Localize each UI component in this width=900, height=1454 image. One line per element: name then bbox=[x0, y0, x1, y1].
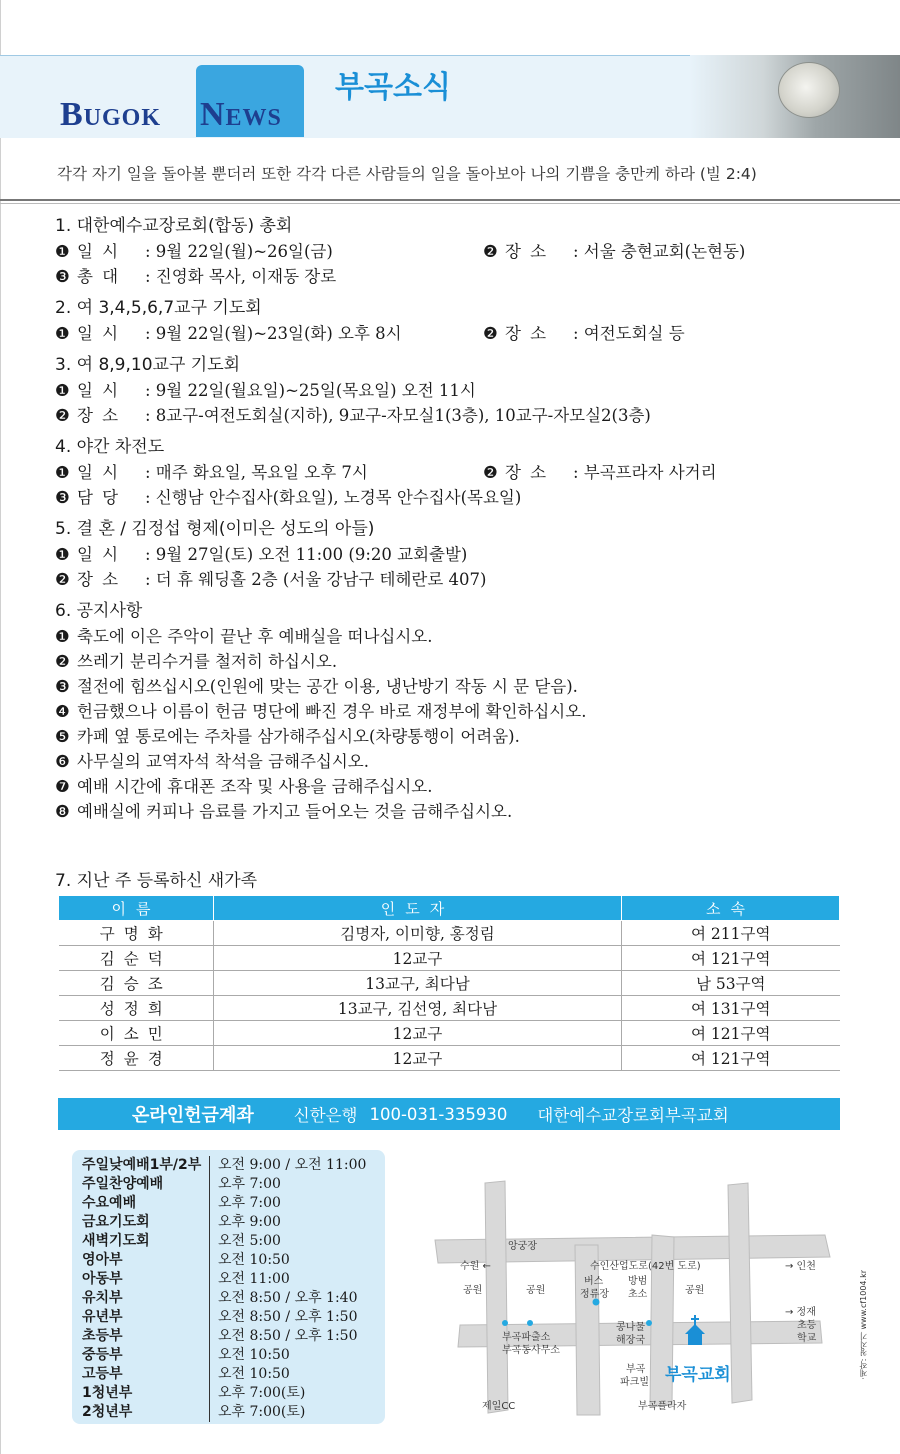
service-name: 주일찬양예배 bbox=[82, 1175, 210, 1194]
info-key: 일 시 bbox=[77, 242, 121, 261]
table-header-row bbox=[59, 896, 840, 921]
bible-verse: 각각 자기 일을 돌아볼 뿐더러 또한 각각 다른 사람들의 일을 돌아보아 나의 기쁨을 충만케 하라 (빌 2:4) bbox=[57, 165, 757, 183]
schedule-row bbox=[82, 1327, 385, 1346]
col-header-guide: 인도자 bbox=[214, 896, 622, 921]
schedule-row bbox=[82, 1156, 385, 1175]
service-name: 아동부 bbox=[82, 1270, 210, 1289]
map-label-kongnamul: 콩나물 bbox=[616, 1322, 645, 1333]
schedule-row bbox=[82, 1194, 385, 1213]
tree-stump-image bbox=[778, 62, 840, 118]
divider bbox=[0, 199, 900, 201]
service-name: 고등부 bbox=[82, 1365, 210, 1384]
section-title: 6. 공지사항 bbox=[55, 601, 143, 621]
police-marker bbox=[502, 1320, 508, 1326]
bullet: ❶ bbox=[55, 463, 70, 482]
notice-text: 사무실의 교역자석 착석을 금해주십시오. bbox=[77, 752, 369, 771]
section-title: 4. 야간 차전도 bbox=[55, 437, 165, 457]
page-title: 부곡소식 bbox=[335, 70, 451, 105]
notice-item bbox=[55, 624, 855, 649]
table-row bbox=[59, 1021, 840, 1046]
info-key: 장 소 bbox=[77, 406, 121, 425]
map-label-stop: 정류장 bbox=[580, 1289, 609, 1300]
cell-name: 정윤경 bbox=[59, 1046, 214, 1071]
info-line bbox=[55, 403, 855, 428]
bullet: ❸ bbox=[55, 267, 70, 286]
info-value: : 9월 22일(월)~23일(화) 오후 8시 bbox=[145, 324, 402, 343]
bullet: ❻ bbox=[55, 752, 70, 771]
cell-guide: 12교구 bbox=[214, 1021, 622, 1046]
newcomer-table bbox=[58, 895, 840, 1071]
notice-text: 카페 옆 통로에는 주차를 삼가해주십시오(차량통행이 어려움). bbox=[77, 727, 520, 746]
bullet: ❶ bbox=[55, 627, 70, 646]
map-label-crime: 방범 bbox=[628, 1276, 648, 1287]
notice-item bbox=[55, 774, 855, 799]
cell-guide: 김명자, 이미향, 홍정림 bbox=[214, 921, 622, 946]
map-label-plaza: 부곡플라자 bbox=[638, 1401, 687, 1412]
map-label-post: 초소 bbox=[628, 1289, 648, 1300]
bullet: ❷ bbox=[483, 242, 498, 261]
notice-text: 예배실에 커피나 음료를 가지고 들어오는 것을 금해주십시오. bbox=[77, 802, 513, 821]
service-name: 2청년부 bbox=[82, 1403, 210, 1422]
map-label-church: 부곡교회 bbox=[665, 1365, 731, 1385]
table-row bbox=[59, 921, 840, 946]
info-line bbox=[55, 485, 855, 510]
schedule-row bbox=[82, 1346, 385, 1365]
service-time: 오전 8:50 / 오후 1:50 bbox=[218, 1328, 358, 1344]
map-label-bus: 버스 bbox=[584, 1276, 604, 1287]
cell-group: 여 131구역 bbox=[622, 996, 840, 1021]
bullet: ❷ bbox=[55, 652, 70, 671]
service-name: 금요기도회 bbox=[82, 1213, 210, 1232]
map-label-jeongjae: → 정재 bbox=[785, 1307, 816, 1318]
info-value: : 신행남 안수집사(화요일), 노경목 안수집사(목요일) bbox=[145, 488, 522, 507]
map-label-suwon: 수원 ← bbox=[460, 1261, 491, 1272]
map-label-office: 부곡동사무소 bbox=[502, 1345, 560, 1356]
map-label-park: 공원 bbox=[685, 1285, 705, 1296]
service-time: 오전 5:00 bbox=[218, 1233, 281, 1249]
bullet: ❸ bbox=[55, 677, 70, 696]
info-key: 장 소 bbox=[505, 242, 549, 261]
bullet: ❶ bbox=[55, 324, 70, 343]
info-right bbox=[483, 239, 745, 264]
schedule-row bbox=[82, 1251, 385, 1270]
bullet: ❸ bbox=[55, 488, 70, 507]
bullet: ❶ bbox=[55, 381, 70, 400]
service-name: 유년부 bbox=[82, 1308, 210, 1327]
info-value: : 서울 충현교회(논현동) bbox=[573, 242, 746, 261]
bullet: ❶ bbox=[55, 545, 70, 564]
map-label-park: 공원 bbox=[526, 1285, 546, 1296]
divider bbox=[0, 203, 900, 204]
service-time: 오후 7:00 bbox=[218, 1176, 281, 1192]
map-label-archery: 앙궁장 bbox=[508, 1241, 537, 1252]
cell-group: 남 53구역 bbox=[622, 971, 840, 996]
section-title: 2. 여 3,4,5,6,7교구 기도회 bbox=[55, 298, 262, 318]
credit-text: ·제작: 청지기 www.cf1004.kr bbox=[859, 1270, 868, 1380]
brand-second: News bbox=[200, 96, 282, 133]
bullet: ❷ bbox=[483, 324, 498, 343]
map-label-parkville: 파크빌 bbox=[620, 1377, 649, 1388]
bullet: ❷ bbox=[55, 570, 70, 589]
bullet: ❹ bbox=[55, 702, 70, 721]
info-key: 일 시 bbox=[77, 324, 121, 343]
service-time: 오전 11:00 bbox=[218, 1271, 290, 1287]
notice-text: 예배 시간에 휴대폰 조작 및 사용을 금해주십시오. bbox=[77, 777, 433, 796]
map-label-incheon: → 인천 bbox=[785, 1261, 816, 1272]
road-vertical-left bbox=[485, 1181, 508, 1413]
info-value: : 더 휴 웨딩홀 2층 (서울 강남구 테헤란로 407) bbox=[145, 570, 487, 589]
giving-title: 온라인헌금계좌 bbox=[132, 1105, 254, 1126]
schedule-row bbox=[82, 1403, 385, 1422]
cell-name: 구명화 bbox=[59, 921, 214, 946]
section-title: 3. 여 8,9,10교구 기도회 bbox=[55, 355, 241, 375]
schedule-row bbox=[82, 1384, 385, 1403]
notice-item bbox=[55, 724, 855, 749]
map-label-park: 공원 bbox=[463, 1285, 483, 1296]
service-name: 수요예배 bbox=[82, 1194, 210, 1213]
section-title: 1. 대한예수교장로회(합동) 총회 bbox=[55, 216, 293, 236]
service-time: 오전 10:50 bbox=[218, 1252, 290, 1268]
schedule-row bbox=[82, 1175, 385, 1194]
cell-guide: 13교구, 최다남 bbox=[214, 971, 622, 996]
notice-text: 축도에 이은 주악이 끝난 후 예배실을 떠나십시오. bbox=[77, 627, 433, 646]
info-value: : 9월 22일(월요일)~25일(목요일) 오전 11시 bbox=[145, 381, 476, 400]
cell-group: 여 121구역 bbox=[622, 1046, 840, 1071]
service-name: 새벽기도회 bbox=[82, 1232, 210, 1251]
notice-text: 헌금했으나 이름이 헌금 명단에 빠진 경우 바로 재정부에 확인하십시오. bbox=[77, 702, 587, 721]
service-time: 오전 10:50 bbox=[218, 1347, 290, 1363]
map-label-elem: 초등 bbox=[797, 1320, 817, 1331]
service-time: 오후 7:00(토) bbox=[218, 1385, 306, 1401]
info-key: 담 당 bbox=[77, 488, 121, 507]
announcements bbox=[55, 213, 855, 824]
info-line bbox=[55, 542, 855, 567]
notice-item bbox=[55, 749, 855, 774]
service-name: 유치부 bbox=[82, 1289, 210, 1308]
location-map bbox=[430, 1175, 860, 1425]
notice-item bbox=[55, 649, 855, 674]
schedule-row bbox=[82, 1365, 385, 1384]
service-time: 오후 9:00 bbox=[218, 1214, 281, 1230]
info-key: 일 시 bbox=[77, 545, 121, 564]
giving-account: 100-031-335930 bbox=[369, 1104, 508, 1124]
service-time: 오전 8:50 / 오후 1:50 bbox=[218, 1309, 358, 1325]
map-label-police: 부곡파출소 bbox=[502, 1332, 551, 1343]
cell-group: 여 121구역 bbox=[622, 1021, 840, 1046]
section-title: 7. 지난 주 등록하신 새가족 bbox=[55, 871, 258, 891]
cell-name: 김승조 bbox=[59, 971, 214, 996]
cell-guide: 13교구, 김선영, 최다남 bbox=[214, 996, 622, 1021]
restaurant-marker bbox=[646, 1320, 652, 1326]
table-row bbox=[59, 1046, 840, 1071]
table-row bbox=[59, 971, 840, 996]
schedule-row bbox=[82, 1232, 385, 1251]
service-time: 오전 9:00 / 오전 11:00 bbox=[218, 1157, 367, 1173]
info-right bbox=[483, 321, 685, 346]
info-line bbox=[55, 239, 855, 264]
col-header-name: 이름 bbox=[59, 896, 214, 921]
info-value: : 8교구-여전도회실(지하), 9교구-자모실1(3층), 10교구-자모실2(3층) bbox=[145, 406, 651, 425]
table-row bbox=[59, 996, 840, 1021]
service-time: 오후 7:00(토) bbox=[218, 1404, 306, 1420]
map-label-jeilcc: 제일CC bbox=[482, 1401, 516, 1412]
cell-group: 여 121구역 bbox=[622, 946, 840, 971]
map-label-road: 수인산업도로(42번 도로) bbox=[590, 1261, 701, 1272]
info-key: 총 대 bbox=[77, 267, 121, 286]
bullet: ❶ bbox=[55, 242, 70, 261]
schedule-row bbox=[82, 1213, 385, 1232]
giving-holder: 대한예수교장로회부곡교회 bbox=[537, 1106, 729, 1125]
map-label-bugok: 부곡 bbox=[626, 1364, 646, 1375]
notice-text: 쓰레기 분리수거를 철저히 하십시오. bbox=[77, 652, 338, 671]
giving-bank: 신한은행 bbox=[293, 1106, 358, 1125]
info-line bbox=[55, 378, 855, 403]
service-name: 초등부 bbox=[82, 1327, 210, 1346]
bullet: ❷ bbox=[483, 463, 498, 482]
info-value: : 9월 27일(토) 오전 11:00 (9:20 교회출발) bbox=[145, 545, 468, 564]
table-row bbox=[59, 946, 840, 971]
schedule-row bbox=[82, 1289, 385, 1308]
info-value: : 매주 화요일, 목요일 오후 7시 bbox=[145, 463, 368, 482]
bullet: ❷ bbox=[55, 406, 70, 425]
info-key: 장 소 bbox=[77, 570, 121, 589]
notice-text: 절전에 힘쓰십시오(인원에 맞는 공간 이용, 냉난방기 작동 시 문 닫음). bbox=[77, 677, 578, 696]
info-value: : 진영화 목사, 이재동 장로 bbox=[145, 267, 337, 286]
service-name: 주일낮예배1부/2부 bbox=[82, 1156, 210, 1175]
map-label-haejang: 해장국 bbox=[616, 1335, 645, 1346]
cell-group: 여 211구역 bbox=[622, 921, 840, 946]
cell-guide: 12교구 bbox=[214, 1046, 622, 1071]
schedule-row bbox=[82, 1270, 385, 1289]
notice-item bbox=[55, 699, 855, 724]
service-time: 오전 8:50 / 오후 1:40 bbox=[218, 1290, 358, 1306]
info-line bbox=[55, 567, 855, 592]
info-key: 장 소 bbox=[505, 463, 549, 482]
cell-name: 이소민 bbox=[59, 1021, 214, 1046]
notice-item bbox=[55, 674, 855, 699]
cell-guide: 12교구 bbox=[214, 946, 622, 971]
info-key: 일 시 bbox=[77, 381, 121, 400]
info-value: : 여전도회실 등 bbox=[573, 324, 685, 343]
schedule-row bbox=[82, 1308, 385, 1327]
bullet: ❼ bbox=[55, 777, 70, 796]
info-line bbox=[55, 460, 855, 485]
info-right bbox=[483, 460, 717, 485]
info-value: : 9월 22일(월)~26일(금) bbox=[145, 242, 333, 261]
info-key: 장 소 bbox=[505, 324, 549, 343]
online-giving-bar bbox=[58, 1098, 840, 1130]
info-line bbox=[55, 264, 855, 289]
service-name: 1청년부 bbox=[82, 1384, 210, 1403]
map-label-school: 학교 bbox=[797, 1333, 817, 1344]
section-title: 5. 결 혼 / 김정섭 형제(이미은 성도의 아들) bbox=[55, 519, 375, 539]
service-time: 오전 10:50 bbox=[218, 1366, 290, 1382]
col-header-group: 소속 bbox=[622, 896, 840, 921]
info-key: 일 시 bbox=[77, 463, 121, 482]
office-marker bbox=[527, 1320, 533, 1326]
service-time: 오후 7:00 bbox=[218, 1195, 281, 1211]
service-name: 영아부 bbox=[82, 1251, 210, 1270]
road-vertical-right bbox=[728, 1183, 752, 1403]
bullet: ❺ bbox=[55, 727, 70, 746]
service-name: 중등부 bbox=[82, 1346, 210, 1365]
cell-name: 김순덕 bbox=[59, 946, 214, 971]
cell-name: 성정희 bbox=[59, 996, 214, 1021]
notice-item bbox=[55, 799, 855, 824]
info-line bbox=[55, 321, 855, 346]
brand-first: Bugok bbox=[60, 96, 162, 133]
service-schedule bbox=[72, 1150, 385, 1424]
info-value: : 부곡프라자 사거리 bbox=[573, 463, 717, 482]
bullet: ❽ bbox=[55, 802, 70, 821]
